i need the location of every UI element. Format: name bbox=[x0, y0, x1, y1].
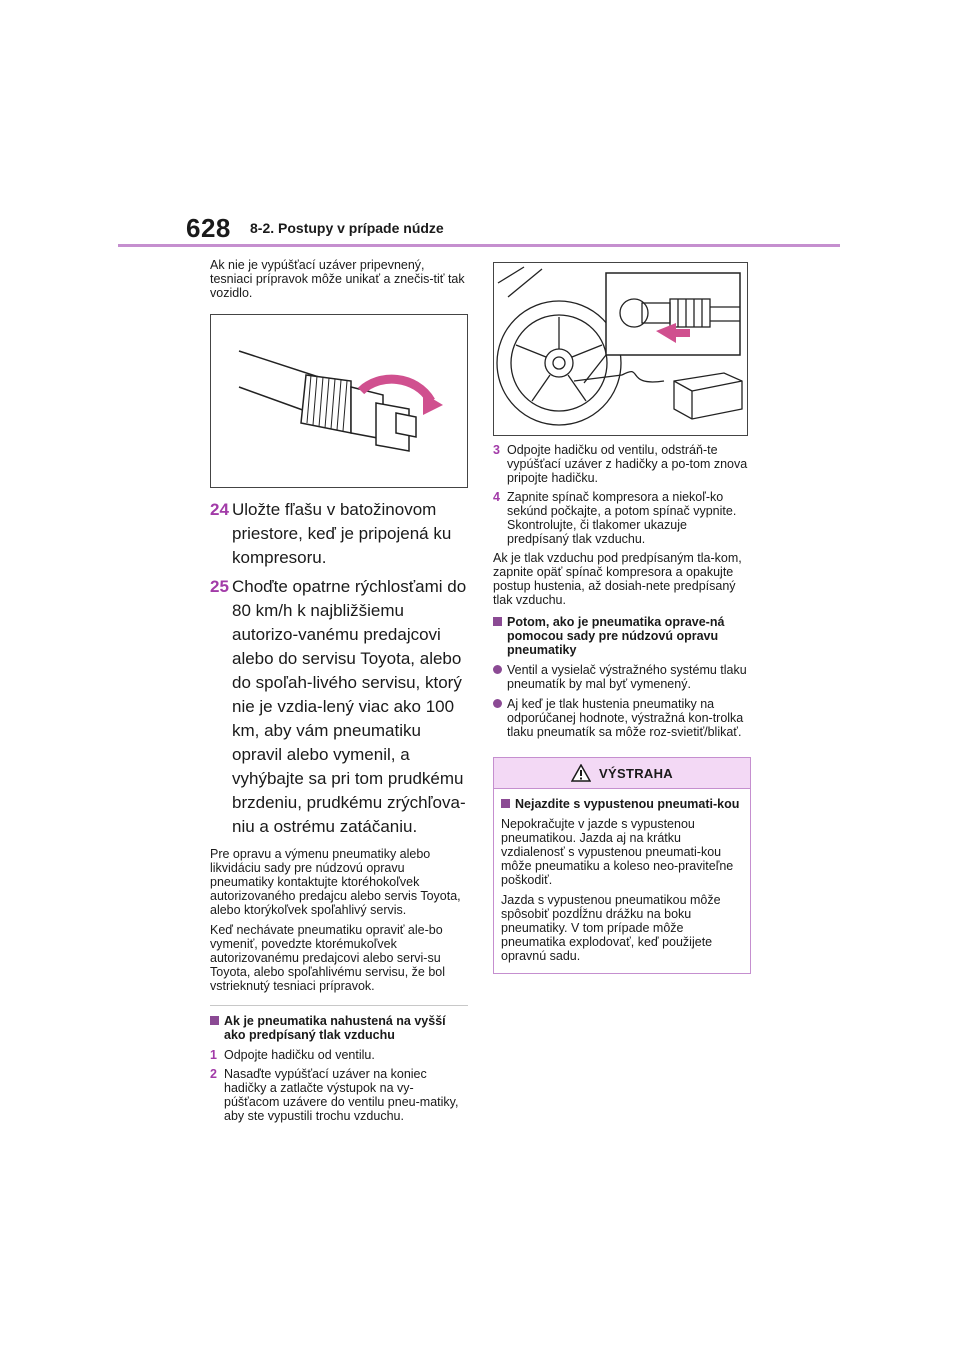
step-2-text: Nasaďte vypúšťací uzáver na koniec hadičky a zatlačte výstupok na vy-púšťacom uzávere do ventilu pneu-matiky, aby ste vypustili trochu vzduchu. bbox=[224, 1067, 459, 1123]
warning-paragraph-2: Jazda s vypustenou pneumatikou môže spôsobiť pozdĺžnu drážku na boku pneumatiky. V tom prípade môže pneumatika explodovať, keď použijete opravnú sadu. bbox=[501, 893, 721, 963]
sealant-notice-paragraph: Keď nechávate pneumatiku opraviť ale-bo vymeniť, povedzte ktorémukoľvek autorizovanému predajcovi alebo servi-su Toyota, alebo spoľahlivému servisu, že bol vstrieknutý tesniaci prípravok. bbox=[210, 923, 446, 993]
warning-paragraph-1: Nepokračujte v jazde s vypustenou pneumatikou. Jazda aj na krátku vzdialenosť s vypustenou pneumati-kou môže pneumatiku a koleso neo-praviteľne poškodiť. bbox=[501, 817, 734, 887]
step-4-number: 4 bbox=[493, 490, 500, 504]
step-4 bbox=[493, 490, 751, 546]
warning-triangle-icon bbox=[571, 764, 591, 782]
step-24-text: Uložte fľašu v batožinovom priestore, keď je pripojená ku kompresoru. bbox=[232, 500, 452, 567]
step-24 bbox=[210, 498, 468, 570]
step-2-number: 2 bbox=[210, 1067, 217, 1081]
section-divider bbox=[210, 1005, 468, 1006]
step-25 bbox=[210, 575, 468, 839]
low-pressure-paragraph: Ak je tlak vzduchu pod predpísaným tla-kom, zapnite opäť spínač kompresora a opakujte postup hustenia, až dosiah-nete predpísaný tlak vzduchu. bbox=[493, 551, 742, 607]
step-3-text: Odpojte hadičku od ventilu, odstráň-te vypúšťací uzáver z hadičky a po-tom znova pripojte hadičku. bbox=[507, 443, 748, 485]
warning-box bbox=[493, 757, 751, 974]
round-bullet-icon bbox=[493, 665, 502, 674]
warning-subheading-text: Nejazdite s vypustenou pneumati-kou bbox=[515, 797, 740, 811]
drain-cap-illustration bbox=[210, 314, 468, 488]
step-4-text: Zapnite spínač kompresora a niekoľ-ko sekúnd počkajte, a potom spínač vypnite. Skontrolujte, či tlakomer ukazuje predpísaný tlak vzduchu. bbox=[507, 490, 737, 546]
warning-subheading bbox=[501, 797, 743, 811]
bullet-warning-light bbox=[493, 697, 751, 739]
step-25-text: Choďte opatrne rýchlosťami do 80 km/h k najbližšiemu autorizo-vanému predajcovi alebo do servisu Toyota, alebo do spoľah-livého servisu, ktorý nie je vzdia-lený viac ako 100 km, aby vám pneumatiku opravil alebo vymenil, a vyhýbajte sa pri tom prudkému brzdeniu, prudkému zrýchľova-niu a ostrému zatáčaniu. bbox=[232, 577, 467, 836]
overpressure-heading-text: Ak je pneumatika nahustená na vyšší ako predpísaný tlak vzduchu bbox=[224, 1014, 446, 1042]
left-column bbox=[210, 258, 468, 1128]
step-1 bbox=[210, 1048, 468, 1062]
overpressure-heading bbox=[210, 1014, 468, 1042]
step-1-number: 1 bbox=[210, 1048, 217, 1062]
warning-header bbox=[494, 758, 750, 789]
repair-info-paragraph: Pre opravu a výmenu pneumatiky alebo likvidáciu sady pre núdzovú opravu pneumatiky kontaktujte ktoréhokoľvek autorizovaného predajcu alebo servis Toyota, alebo ktorýkoľvek spoľahlivý servis. bbox=[210, 847, 461, 917]
round-bullet-icon bbox=[493, 699, 502, 708]
square-bullet-icon bbox=[210, 1016, 219, 1025]
right-column bbox=[493, 262, 751, 974]
square-bullet-icon bbox=[493, 617, 502, 626]
step-1-text: Odpojte hadičku od ventilu. bbox=[224, 1048, 375, 1062]
step-3 bbox=[493, 443, 751, 485]
step-25-number: 25 bbox=[210, 577, 229, 596]
square-bullet-icon bbox=[501, 799, 510, 808]
warning-title: VÝSTRAHA bbox=[599, 765, 673, 781]
warning-body bbox=[494, 789, 750, 973]
after-repair-heading-text: Potom, ako je pneumatika oprave-ná pomocou sady pre núdzovú opravu pneumatiky bbox=[507, 615, 725, 657]
bullet-valve-replace bbox=[493, 663, 751, 691]
tire-valve-illustration bbox=[493, 262, 748, 436]
intro-text: Ak nie je vypúšťací uzáver pripevnený, tesniaci prípravok môže unikať a znečis-tiť tak vozidlo. bbox=[210, 258, 465, 300]
header-rule bbox=[118, 244, 840, 247]
step-3-number: 3 bbox=[493, 443, 500, 457]
after-repair-heading bbox=[493, 615, 751, 657]
bullet-valve-replace-text: Ventil a vysielač výstražného systému tlaku pneumatík by mal byť vymenený. bbox=[507, 663, 747, 691]
bullet-warning-light-text: Aj keď je tlak hustenia pneumatiky na odporúčanej hodnote, výstražná kon-trolka tlaku pneumatík sa môže roz-svietiť/blikať. bbox=[507, 697, 744, 739]
step-24-number: 24 bbox=[210, 500, 229, 519]
section-title: 8-2. Postupy v prípade núdze bbox=[250, 220, 444, 236]
page-number: 628 bbox=[186, 213, 231, 243]
step-2 bbox=[210, 1067, 468, 1123]
